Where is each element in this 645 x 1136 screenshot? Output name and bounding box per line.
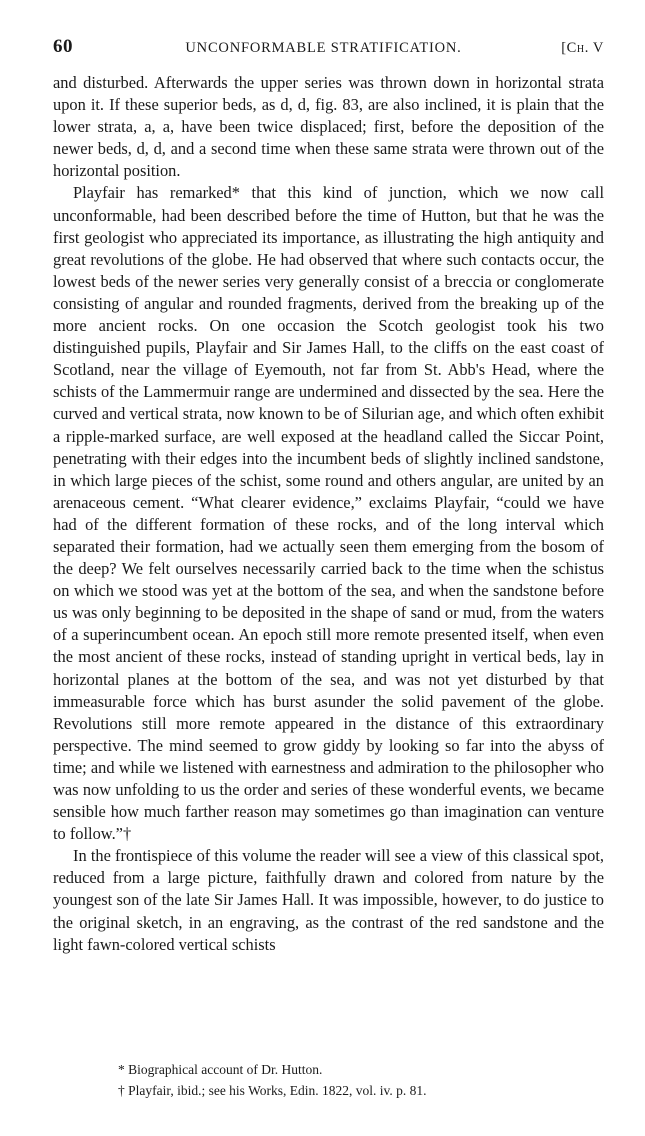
body-text bbox=[53, 72, 604, 956]
page-number: 60 bbox=[53, 36, 73, 57]
footnote-playfair-works: † Playfair, ibid.; see his Works, Edin. 1822, vol. iv. p. 81. bbox=[118, 1083, 427, 1098]
footnotes bbox=[118, 1059, 588, 1101]
paragraph-frontispiece: In the frontispiece of this volume the reader will see a view of this classical spot, reduced from a large picture, faithfully drawn and colored from nature by the youngest son of the late Sir James Hall. It was impossible, however, to do justice to the original sketch, in an engraving, as the contrast of the red sandstone and the light fawn-colored vertical schists bbox=[53, 846, 604, 954]
paragraph-playfair-quote: Playfair has remarked* that this kind of junction, which we now call unconformable, had been described before the time of Hutton, but that he was the first geologist who appreciated its importance, as illustrating the high antiquity and great revolutions of the globe. He had observed that where such contacts occur, the lowest beds of the newer series very generally consist of a breccia or conglomerate consisting of angular and rounded fragments, derived from the breaking up of the more ancient rocks. On one occasion the Scotch geologist took his two distinguished pupils, Playfair and Sir James Hall, to the cliffs on the east coast of Scotland, near the village of Eyemouth, not far from St. Abb's Head, where the schists of the Lammermuir range are undermined and dissected by the sea. Here the curved and vertical strata, now known to be of Silurian age, and which often exhibit a ripple-marked surface, are well exposed at the headland called the Siccar Point, penetrating with their edges into the incumbent beds of slightly inclined sandstone, in which large pieces of the schist, some round and others angular, are united by an arenaceous cement. “What clearer evidence,” exclaims Playfair, “could we have had of the different formation of these rocks, and of the long interval which separated their formation, had we actually seen them emerging from the bosom of the deep? We felt ourselves necessarily carried back to the time when the schistus on which we stood was yet at the bottom of the sea, and when the sandstone before us was only beginning to be deposited in the shape of sand or mud, from the waters of a superincumbent ocean. An epoch still more remote presented itself, when even the most ancient of these rocks, instead of standing upright in vertical beds, lay in horizontal planes at the bottom of the sea, and was not yet disturbed by that immeasurable force which has burst asunder the solid pavement of the globe. Revolutions still more remote appeared in the distance of this extraordinary perspective. The mind seemed to grow giddy by looking so far into the abyss of time; and while we listened with earnestness and admiration to the philosopher who was now unfolding to us the order and series of these wonderful events, we became sensible how much farther reason may sometimes go than imagination can venture to follow.”† bbox=[53, 183, 604, 844]
running-head bbox=[53, 36, 604, 60]
running-title: UNCONFORMABLE STRATIFICATION. bbox=[185, 40, 462, 56]
footnote-biographical-account: * Biographical account of Dr. Hutton. bbox=[118, 1062, 323, 1077]
paragraph-continued: and disturbed. Afterwards the upper series was thrown down in horizontal strata upon it. If these superior beds, as d, d, fig. 83, are also inclined, it is plain that the lower strata, a, a, have been twice displaced; first, before the deposition of the newer beds, d, d, and a second time when these same strata were thrown out of the horizontal position. bbox=[53, 73, 604, 181]
chapter-reference: [Ch. V bbox=[561, 40, 604, 56]
